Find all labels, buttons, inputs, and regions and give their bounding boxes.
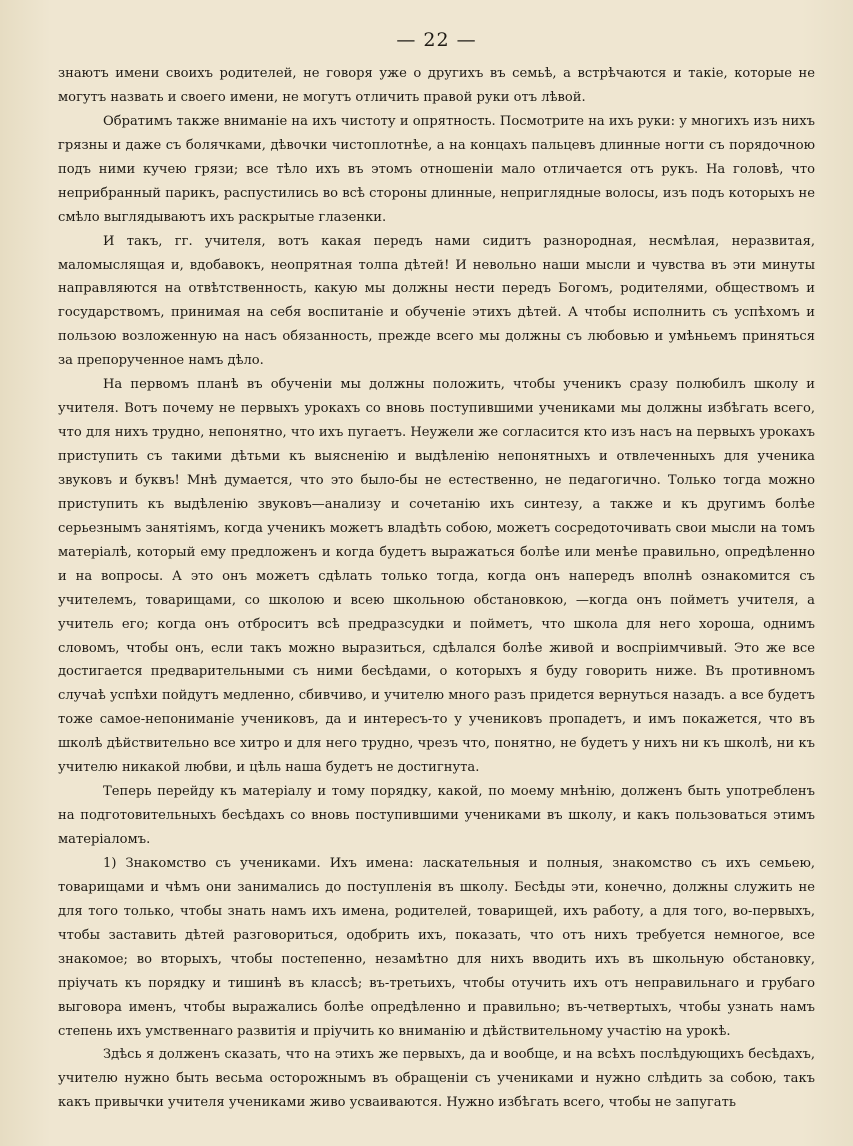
page-number: — 22 — bbox=[396, 29, 477, 51]
body-text bbox=[58, 62, 815, 1115]
paragraph-cleanliness: Обратимъ также вниманіе на ихъ чистоту и опрятность. Посмотрите на ихъ руки: у многихъ изъ нихъ грязны и даже съ болячками, дѣвочки чистоплотнѣе, а на концахъ пальцевъ длинные ногти съ порядочною подъ ними кучею грязи; все тѣло ихъ въ этомъ отношеніи мало отличается отъ рукъ. На головѣ, что неприбранный парикъ, распустились во всѣ стороны длинные, неприглядные волосы, изъ подъ которыхъ не смѣло выглядываютъ ихъ раскрытые глазенки. bbox=[58, 113, 815, 225]
paragraph-responsibility: И такъ, гг. учителя, вотъ какая передъ нами сидитъ разнородная, несмѣлая, неразвитая, маломыслящая и, вдобавокъ, неопрятная толпа дѣтей! И невольно наши мысли и чувства въ эти минуты направляются на отвѣтственность, какую мы должны нести передъ Богомъ, родителями, обществомъ и государствомъ, принимая на себя воспитаніе и обученіе этихъ дѣтей. А чтобы исполнить съ успѣхомъ и пользою возложенную на насъ обязанность, прежде всего мы должны съ любовью и умѣньемъ приняться за препорученное намъ дѣло. bbox=[58, 233, 815, 369]
paragraph-material-order: Теперь перейду къ матеріалу и тому порядку, какой, по моему мнѣнію, долженъ быть употребленъ на подготовительныхъ бесѣдахъ со вновь поступившими учениками въ школу, и какъ пользоваться этимъ матеріаломъ. bbox=[58, 784, 815, 847]
paragraph-teacher-caution: Здѣсь я долженъ сказать, что на этихъ же первыхъ, да и вообще, и на всѣхъ послѣдующихъ бесѣдахъ, учителю нужно быть весьма осторожнымъ въ обращеніи съ учениками и нужно слѣдить за собою, такъ какъ привычки учителя учениками живо усваиваются. Нужно избѣгать всего, чтобы не запугать bbox=[58, 1047, 815, 1111]
paragraph-love-of-school: На первомъ планѣ въ обученіи мы должны положить, чтобы ученикъ сразу полюбилъ школу и учителя. Вотъ почему не первыхъ урокахъ со вновь поступившими учениками мы должны избѣгать всего, что для нихъ трудно, непонятно, что ихъ пугаетъ. Неужели же согласится кто изъ насъ на первыхъ урокахъ приступить съ такими дѣтьми къ выясненію и выдѣленію непонятныхъ и отвлеченныхъ для ученика звуковъ и буквъ! Мнѣ думается, что это было-бы не естественно, не педагогично. Только тогда можно приступить къ выдѣленію звуковъ—анализу и сочетанію ихъ синтезу, а также и къ другимъ болѣе серьезнымъ занятіямъ, когда ученикъ можетъ владѣть собою, можетъ сосредоточивать свои мысли на томъ матеріалѣ, который ему предложенъ и когда будетъ выражаться болѣе или менѣе правильно, опредѣленно и на вопросы. А это онъ можетъ сдѣлать только тогда, когда онъ напередъ вполнѣ ознакомится съ учителемъ, товарищами, со школою и всею школьною обстановкою, —когда онъ пойметъ учителя, а учитель его; когда онъ отброситъ всѣ предразсудки и пойметъ, что школа для него хороша, однимъ словомъ, чтобы онъ, если такъ можно выразиться, сдѣлался болѣе живой и воспріимчивый. Это же все достигается предварительными съ ними бесѣдами, о которыхъ я буду говорить ниже. Въ противномъ случаѣ успѣхи пойдутъ медленно, сбивчиво, и учителю много разъ придется вернуться назадъ. а все будетъ тоже самое-непониманіе учениковъ, да и интересъ-то у учениковъ пропадетъ, и имъ покажется, что въ школѣ дѣйствительно все хитро и для него трудно, чрезъ что, понятно, не будетъ у нихъ ни къ школѣ, ни къ учителю никакой любви, и цѣль наша будетъ не достигнута. bbox=[58, 377, 815, 776]
paragraph-acquaintance: 1) Знакомство съ учениками. Ихъ имена: ласкательныя и полныя, знакомство съ ихъ семьею, товарищами и чѣмъ они занимались до поступленія въ школу. Бесѣды эти, конечно, должны служить не для того только, чтобы знать намъ ихъ имена, родителей, товарищей, ихъ работу, а для того, во-первыхъ, чтобы заставить дѣтей разговориться, одобрить ихъ, показать, что отъ нихъ требуется немногое, все знакомое; во вторыхъ, чтобы постепенно, незамѣтно для нихъ вводить ихъ въ школьную обстановку, пріучать къ порядку и тишинѣ въ классѣ; въ-третьихъ, чтобы отучить ихъ отъ неправильнаго и грубаго выговора именъ, чтобы выражались болѣе опредѣленно и правильно; въ-четвертыхъ, чтобы узнать намъ степень ихъ умственнаго развитія и пріучить ко вниманію и дѣйствительному участію на урокѣ. bbox=[58, 855, 815, 1039]
paragraph-continuation: знаютъ имени своихъ родителей, не говоря уже о другихъ въ семьѣ, а встрѣчаются и такіе, которые не могутъ назвать и своего имени, не могутъ отличить правой руки отъ лѣвой. bbox=[58, 66, 815, 105]
